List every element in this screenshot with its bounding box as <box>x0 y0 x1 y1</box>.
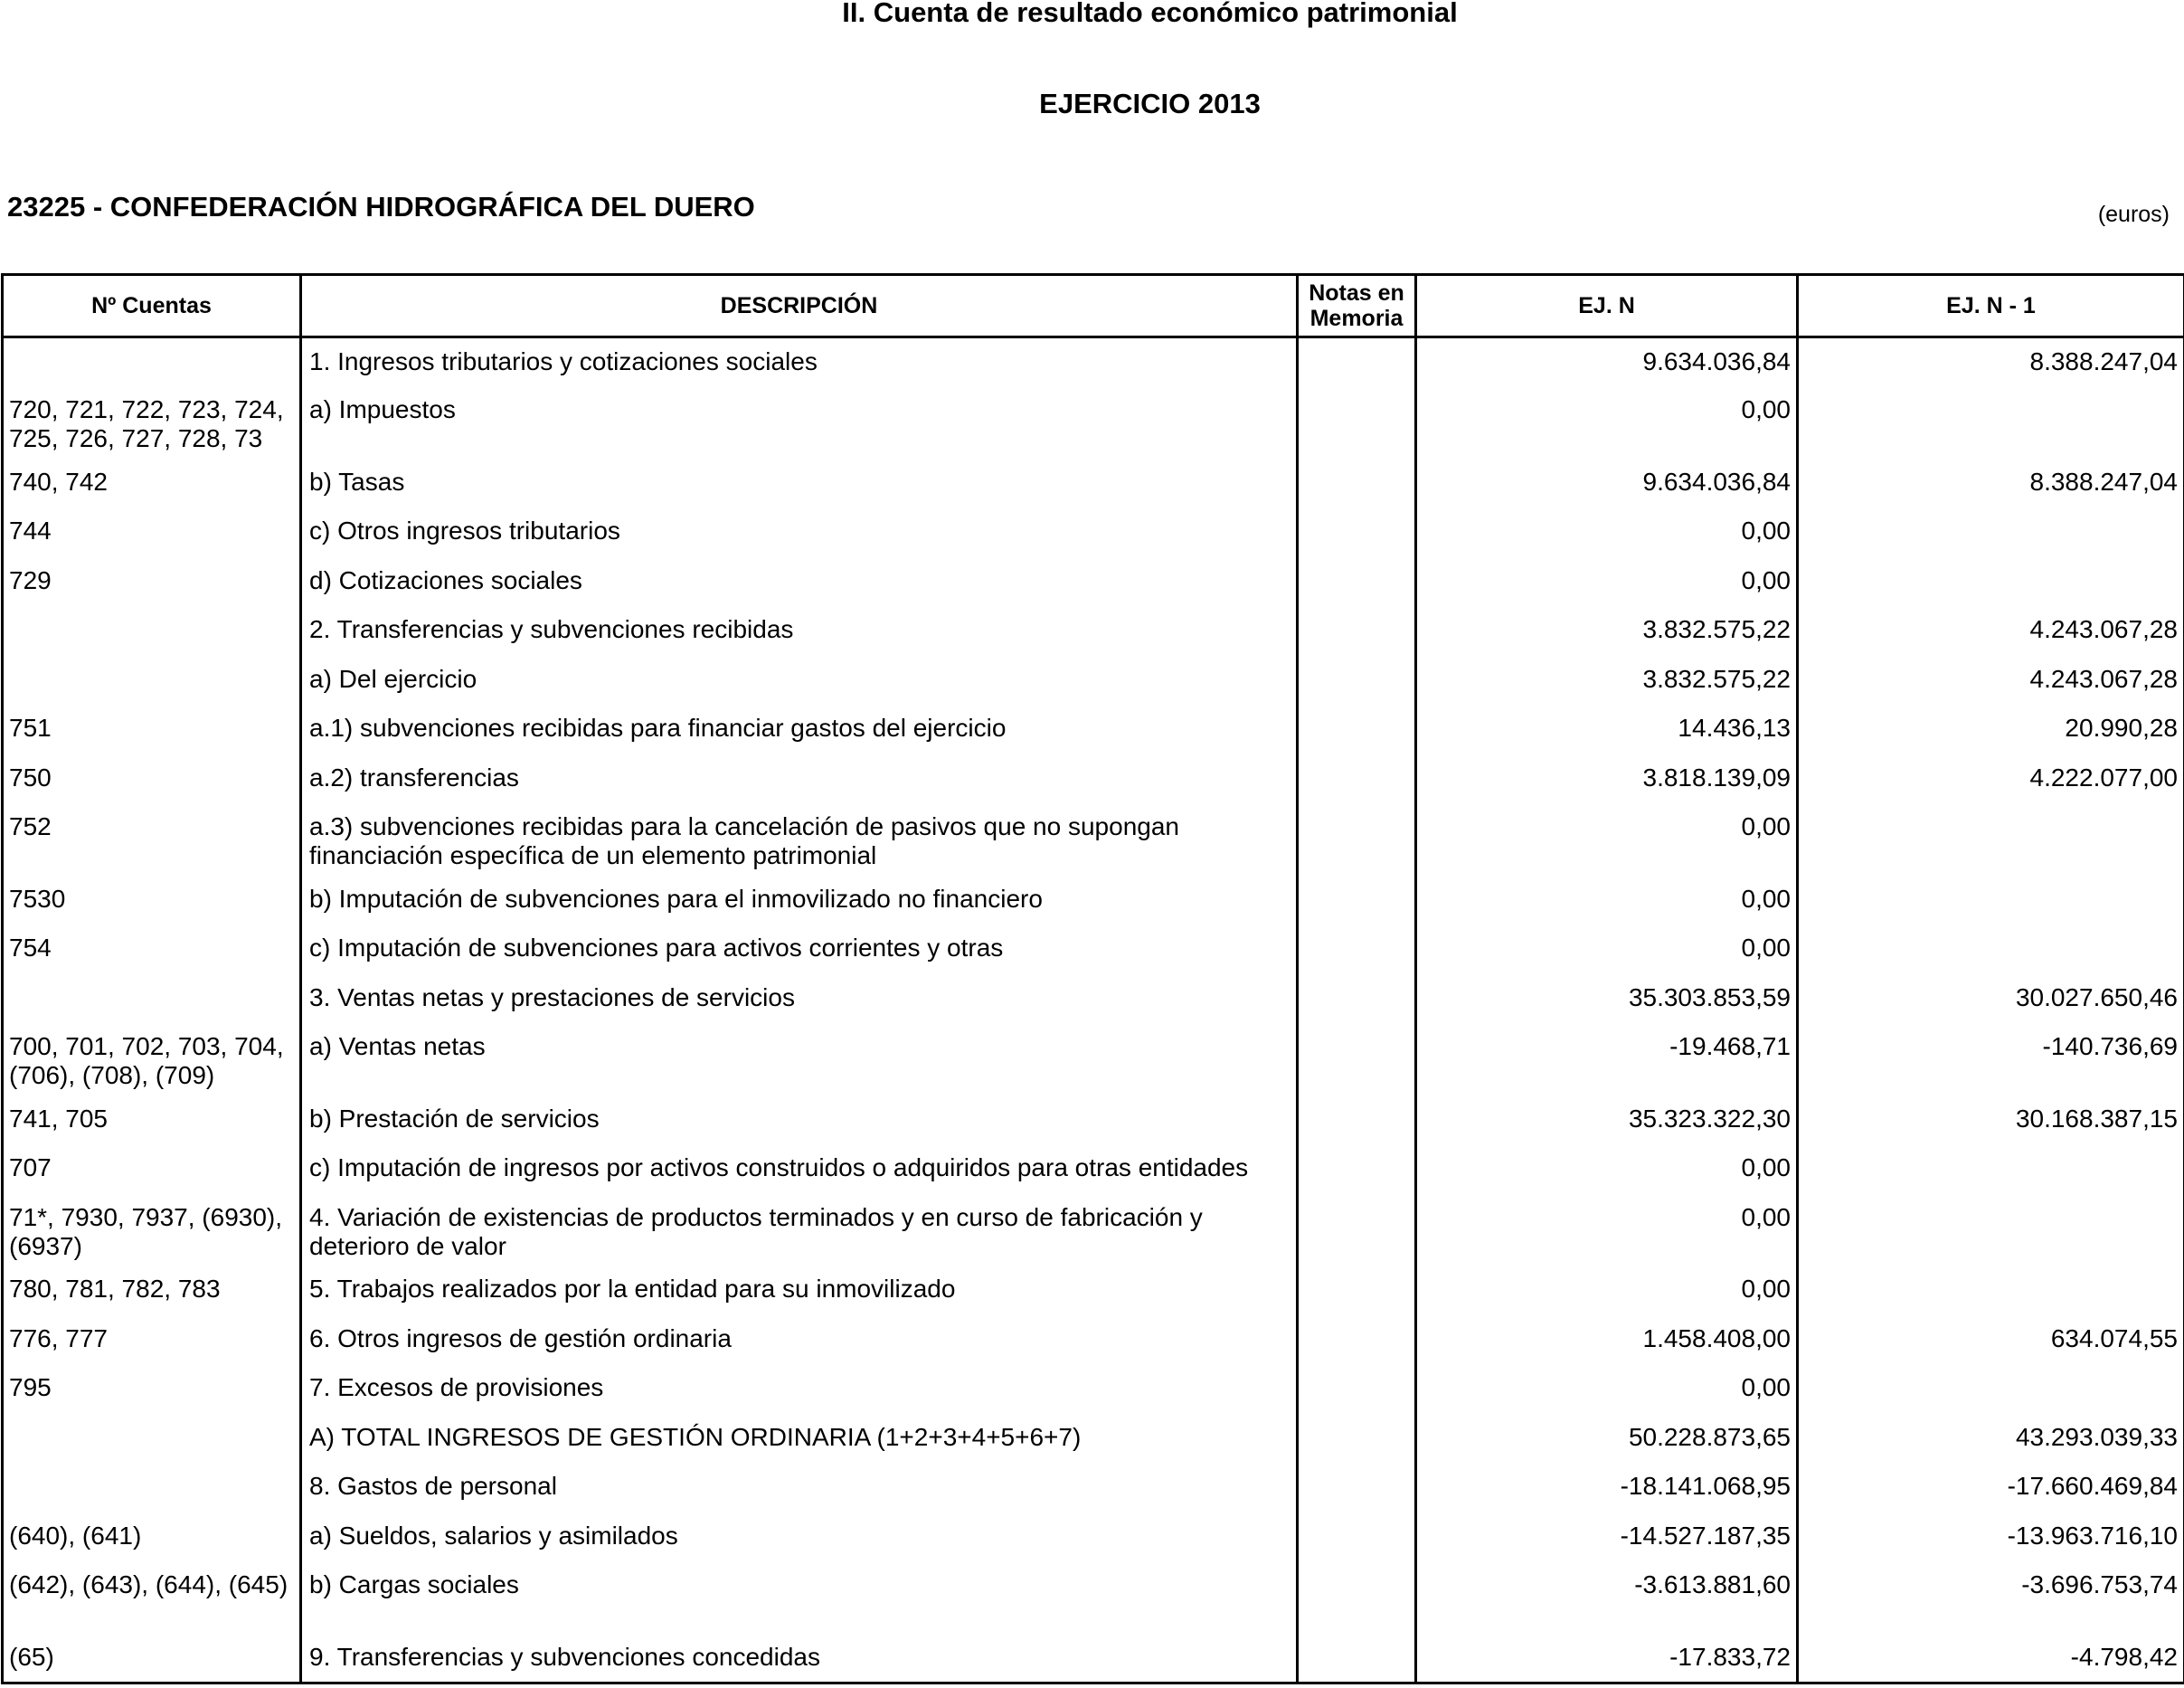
table-row <box>3 1414 2184 1464</box>
notes-cell <box>1298 459 1416 508</box>
account-codes-cell: 744 <box>3 507 301 557</box>
current-year-amount-cell: 35.323.322,30 <box>1416 1095 1798 1145</box>
column-header-accounts: Nº Cuentas <box>3 275 301 337</box>
notes-cell <box>1298 656 1416 706</box>
income-statement-table <box>1 273 2184 1684</box>
description-cell: 4. Variación de existencias de productos terminados y en curso de fabricación y deterioro de valor <box>301 1194 1298 1266</box>
column-header-description: DESCRIPCIÓN <box>301 275 1298 337</box>
notes-cell <box>1298 1144 1416 1194</box>
account-codes-cell <box>3 337 301 387</box>
notes-cell <box>1298 974 1416 1024</box>
table-row <box>3 974 2184 1024</box>
notes-cell <box>1298 557 1416 607</box>
table-row <box>3 386 2184 459</box>
notes-cell <box>1298 1634 1416 1683</box>
previous-year-amount-cell <box>1798 925 2184 974</box>
notes-cell <box>1298 1364 1416 1414</box>
table-header-row <box>3 275 2184 337</box>
account-codes-cell <box>3 1463 301 1513</box>
description-cell: 5. Trabajos realizados por la entidad para su inmovilizado <box>301 1266 1298 1315</box>
account-codes-cell: 776, 777 <box>3 1315 301 1365</box>
table-row <box>3 1194 2184 1266</box>
account-codes-cell <box>3 1414 301 1464</box>
table-body <box>3 337 2184 1683</box>
notes-cell <box>1298 705 1416 754</box>
notes-cell <box>1298 1513 1416 1562</box>
previous-year-amount-cell: 4.243.067,28 <box>1798 656 2184 706</box>
column-header-previous-year: EJ. N - 1 <box>1798 275 2184 337</box>
account-codes-cell: 750 <box>3 754 301 804</box>
current-year-amount-cell: 3.832.575,22 <box>1416 656 1798 706</box>
previous-year-amount-cell <box>1798 1266 2184 1315</box>
previous-year-amount-cell <box>1798 386 2184 459</box>
description-cell: 2. Transferencias y subvenciones recibidas <box>301 606 1298 656</box>
account-codes-cell <box>3 974 301 1024</box>
current-year-amount-cell: 0,00 <box>1416 803 1798 876</box>
description-cell: b) Tasas <box>301 459 1298 508</box>
description-cell: 9. Transferencias y subvenciones concedidas <box>301 1634 1298 1683</box>
notes-cell <box>1298 1315 1416 1365</box>
previous-year-amount-cell: 8.388.247,04 <box>1798 337 2184 387</box>
description-cell: c) Imputación de subvenciones para activos corrientes y otras <box>301 925 1298 974</box>
current-year-amount-cell: 14.436,13 <box>1416 705 1798 754</box>
notes-cell <box>1298 803 1416 876</box>
description-cell: 1. Ingresos tributarios y cotizaciones sociales <box>301 337 1298 387</box>
table-row <box>3 803 2184 876</box>
account-codes-cell: (640), (641) <box>3 1513 301 1562</box>
notes-cell <box>1298 876 1416 925</box>
previous-year-amount-cell: 634.074,55 <box>1798 1315 2184 1365</box>
table-row <box>3 557 2184 607</box>
account-codes-cell: (642), (643), (644), (645) <box>3 1561 301 1634</box>
account-codes-cell: 741, 705 <box>3 1095 301 1145</box>
description-cell: 8. Gastos de personal <box>301 1463 1298 1513</box>
description-cell: a) Ventas netas <box>301 1023 1298 1095</box>
description-cell: a.3) subvenciones recibidas para la cancelación de pasivos que no supongan financiación específica de un elemento patrimonial <box>301 803 1298 876</box>
table-row <box>3 1634 2184 1683</box>
current-year-amount-cell: -19.468,71 <box>1416 1023 1798 1095</box>
current-year-amount-cell: 0,00 <box>1416 1266 1798 1315</box>
description-cell: b) Cargas sociales <box>301 1561 1298 1634</box>
table-row <box>3 1513 2184 1562</box>
previous-year-amount-cell: -13.963.716,10 <box>1798 1513 2184 1562</box>
current-year-amount-cell: 9.634.036,84 <box>1416 337 1798 387</box>
table-row <box>3 507 2184 557</box>
table-row <box>3 459 2184 508</box>
account-codes-cell: 729 <box>3 557 301 607</box>
previous-year-amount-cell: -140.736,69 <box>1798 1023 2184 1095</box>
table-row <box>3 754 2184 804</box>
previous-year-amount-cell <box>1798 1144 2184 1194</box>
account-codes-cell: 7530 <box>3 876 301 925</box>
table-row <box>3 337 2184 387</box>
account-codes-cell: 754 <box>3 925 301 974</box>
previous-year-amount-cell <box>1798 1194 2184 1266</box>
previous-year-amount-cell: 4.222.077,00 <box>1798 754 2184 804</box>
account-codes-cell: 752 <box>3 803 301 876</box>
current-year-amount-cell: 0,00 <box>1416 1364 1798 1414</box>
account-codes-cell: 700, 701, 702, 703, 704, (706), (708), (709) <box>3 1023 301 1095</box>
current-year-amount-cell: 9.634.036,84 <box>1416 459 1798 508</box>
previous-year-amount-cell: 30.168.387,15 <box>1798 1095 2184 1145</box>
account-codes-cell <box>3 656 301 706</box>
previous-year-amount-cell <box>1798 557 2184 607</box>
previous-year-amount-cell <box>1798 507 2184 557</box>
table-row <box>3 1095 2184 1145</box>
notes-cell <box>1298 1194 1416 1266</box>
current-year-amount-cell: -3.613.881,60 <box>1416 1561 1798 1634</box>
entity-name: 23225 - CONFEDERACIÓN HIDROGRÁFICA DEL DUERO <box>7 191 755 223</box>
current-year-amount-cell: 50.228.873,65 <box>1416 1414 1798 1464</box>
account-codes-cell: 795 <box>3 1364 301 1414</box>
previous-year-amount-cell: 43.293.039,33 <box>1798 1414 2184 1464</box>
notes-cell <box>1298 386 1416 459</box>
exercise-year: EJERCICIO 2013 <box>1039 88 1261 119</box>
current-year-amount-cell: 0,00 <box>1416 925 1798 974</box>
notes-cell <box>1298 1561 1416 1634</box>
column-header-notes: Notas en Memoria <box>1298 275 1416 337</box>
document-title: II. Cuenta de resultado económico patrimonial <box>842 0 1458 28</box>
current-year-amount-cell: 0,00 <box>1416 876 1798 925</box>
account-codes-cell <box>3 606 301 656</box>
table-row <box>3 876 2184 925</box>
description-cell: 7. Excesos de provisiones <box>301 1364 1298 1414</box>
current-year-amount-cell: 0,00 <box>1416 1194 1798 1266</box>
notes-cell <box>1298 1414 1416 1464</box>
notes-cell <box>1298 925 1416 974</box>
description-cell: c) Imputación de ingresos por activos construidos o adquiridos para otras entidades <box>301 1144 1298 1194</box>
account-codes-cell: 740, 742 <box>3 459 301 508</box>
table-row <box>3 705 2184 754</box>
description-cell: d) Cotizaciones sociales <box>301 557 1298 607</box>
current-year-amount-cell: 0,00 <box>1416 557 1798 607</box>
account-codes-cell: 720, 721, 722, 723, 724, 725, 726, 727, 728, 73 <box>3 386 301 459</box>
description-cell: b) Imputación de subvenciones para el inmovilizado no financiero <box>301 876 1298 925</box>
description-cell: a) Sueldos, salarios y asimilados <box>301 1513 1298 1562</box>
previous-year-amount-cell: 30.027.650,46 <box>1798 974 2184 1024</box>
description-cell: a) Impuestos <box>301 386 1298 459</box>
table-row <box>3 1561 2184 1634</box>
description-cell: 6. Otros ingresos de gestión ordinaria <box>301 1315 1298 1365</box>
description-cell: b) Prestación de servicios <box>301 1095 1298 1145</box>
previous-year-amount-cell <box>1798 876 2184 925</box>
current-year-amount-cell: 0,00 <box>1416 386 1798 459</box>
notes-cell <box>1298 337 1416 387</box>
account-codes-cell: 71*, 7930, 7937, (6930), (6937) <box>3 1194 301 1266</box>
previous-year-amount-cell: -3.696.753,74 <box>1798 1561 2184 1634</box>
previous-year-amount-cell <box>1798 1364 2184 1414</box>
notes-cell <box>1298 1095 1416 1145</box>
notes-cell <box>1298 1023 1416 1095</box>
description-cell: a.2) transferencias <box>301 754 1298 804</box>
table-row <box>3 1463 2184 1513</box>
description-cell: A) TOTAL INGRESOS DE GESTIÓN ORDINARIA (1+2+3+4+5+6+7) <box>301 1414 1298 1464</box>
notes-cell <box>1298 1463 1416 1513</box>
account-codes-cell: 751 <box>3 705 301 754</box>
description-cell: c) Otros ingresos tributarios <box>301 507 1298 557</box>
previous-year-amount-cell: -4.798,42 <box>1798 1634 2184 1683</box>
current-year-amount-cell: 0,00 <box>1416 1144 1798 1194</box>
description-cell: a.1) subvenciones recibidas para financiar gastos del ejercicio <box>301 705 1298 754</box>
description-cell: a) Del ejercicio <box>301 656 1298 706</box>
current-year-amount-cell: -17.833,72 <box>1416 1634 1798 1683</box>
current-year-amount-cell: 3.818.139,09 <box>1416 754 1798 804</box>
table-row <box>3 925 2184 974</box>
current-year-amount-cell: 0,00 <box>1416 507 1798 557</box>
notes-cell <box>1298 1266 1416 1315</box>
previous-year-amount-cell: 4.243.067,28 <box>1798 606 2184 656</box>
previous-year-amount-cell: 20.990,28 <box>1798 705 2184 754</box>
current-year-amount-cell: 1.458.408,00 <box>1416 1315 1798 1365</box>
table-row <box>3 1315 2184 1365</box>
account-codes-cell: 780, 781, 782, 783 <box>3 1266 301 1315</box>
table-row <box>3 1266 2184 1315</box>
current-year-amount-cell: -14.527.187,35 <box>1416 1513 1798 1562</box>
table-row <box>3 1364 2184 1414</box>
description-cell: 3. Ventas netas y prestaciones de servicios <box>301 974 1298 1024</box>
current-year-amount-cell: 35.303.853,59 <box>1416 974 1798 1024</box>
table-row <box>3 1144 2184 1194</box>
table-row <box>3 1023 2184 1095</box>
previous-year-amount-cell <box>1798 803 2184 876</box>
column-header-current-year: EJ. N <box>1416 275 1798 337</box>
current-year-amount-cell: 3.832.575,22 <box>1416 606 1798 656</box>
notes-cell <box>1298 606 1416 656</box>
table-row <box>3 656 2184 706</box>
account-codes-cell: (65) <box>3 1634 301 1683</box>
account-codes-cell: 707 <box>3 1144 301 1194</box>
notes-cell <box>1298 754 1416 804</box>
table-row <box>3 606 2184 656</box>
currency-unit: (euros) <box>2097 202 2170 227</box>
current-year-amount-cell: -18.141.068,95 <box>1416 1463 1798 1513</box>
previous-year-amount-cell: -17.660.469,84 <box>1798 1463 2184 1513</box>
notes-cell <box>1298 507 1416 557</box>
previous-year-amount-cell: 8.388.247,04 <box>1798 459 2184 508</box>
